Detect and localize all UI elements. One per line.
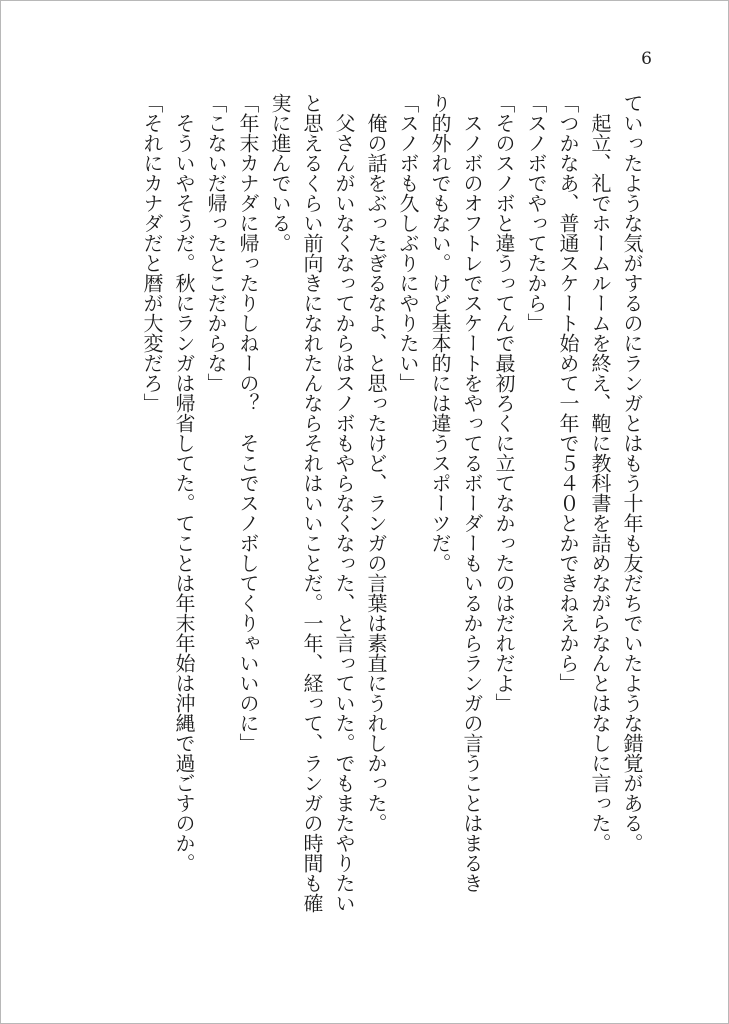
page-number: 6 (641, 49, 652, 69)
text-line: スノボのオフトレでスケートをやってるボーダーもいるからランガの言うことはまるき (460, 93, 484, 893)
text-line: 「そのスノボと違うってんで最初ろくに立てなかったのはだれだよ」 (492, 93, 516, 713)
body-text (136, 93, 648, 973)
text-line: 「スノボも久しぶりにやりたい」 (396, 93, 420, 393)
text-line: 実に進んでいる。 (268, 93, 292, 253)
text-line: 父さんがいなくなってからはスノボもやらなくなった、と言っていた。でもまたやりたい (332, 93, 356, 913)
text-line: ていったような気がするのにランガとはもう十年も友だちでいたような錯覚がある。 (620, 93, 644, 853)
text-line: 起立、礼でホームルームを終え、鞄に教科書を詰めながらなんとはなしに言った。 (588, 93, 612, 853)
text-line: り的外れでもない。けど基本的には違うスポーツだ。 (428, 93, 452, 573)
text-line: 俺の話をぶったぎるなよ、と思ったけど、ランガの言葉は素直にうれしかった。 (364, 93, 388, 833)
text-line: 「つかなあ、普通スケート始めて一年で５４０とかできねえから」 (556, 93, 580, 693)
text-line: と思えるくらい前向きになれたんならそれはいいことだ。一年、経って、ランガの時間も確 (300, 93, 324, 913)
text-line: 「年末カナダに帰ったりしねーの？ そこでスノボしてくりゃいいのに」 (236, 93, 260, 753)
text-line: そういやそうだ。秋にランガは帰省してた。てことは年末年始は沖縄で過ごすのか。 (172, 93, 196, 873)
text-line: 「こないだ帰ったとこだからな」 (204, 93, 228, 393)
text-line: 「スノボでやってたから」 (524, 93, 548, 333)
text-line: 「それにカナダだと暦が大変だろ」 (140, 93, 164, 413)
